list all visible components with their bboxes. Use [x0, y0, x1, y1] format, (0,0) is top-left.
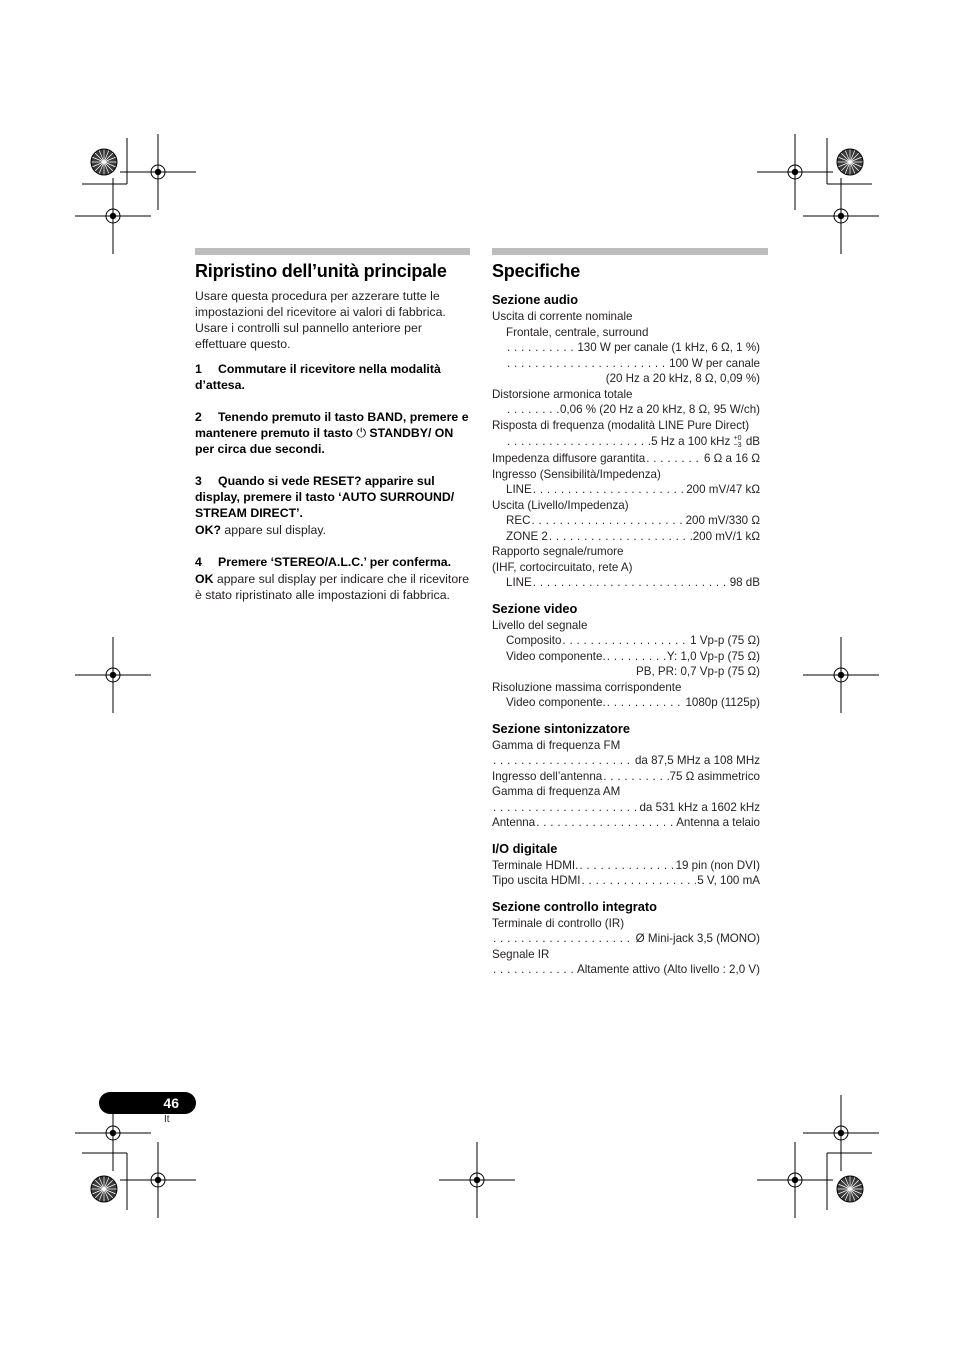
page-number: 46	[163, 1095, 179, 1111]
subsection-heading: Sezione audio	[492, 292, 579, 307]
spec-value: Altamente attivo (Alto livello : 2,0 V)	[576, 963, 760, 976]
spec-value: 75 Ω asimmetrico	[669, 769, 760, 783]
step-1	[195, 361, 470, 393]
step-heading: Tenendo premuto il tasto BAND, premere e mantenere premuto il tasto	[195, 410, 469, 440]
spec-line: Gamma di frequenza FM	[492, 738, 621, 752]
specifications-section	[492, 248, 768, 988]
step-2	[195, 409, 470, 457]
digital-io-section	[492, 841, 768, 889]
spec-line: Rapporto segnale/rumore	[492, 545, 624, 558]
spec-value: 5 Hz a 100 kHz	[651, 435, 731, 448]
spec-row	[492, 356, 760, 372]
spec-label: ZONE 2	[506, 529, 548, 543]
subsection-heading: Sezione sintonizzatore	[492, 720, 630, 736]
spec-row	[492, 633, 760, 649]
page-number-badge	[99, 1092, 196, 1114]
spec-value: 200 mV/47 kΩ	[686, 483, 760, 496]
section-rule	[492, 248, 768, 255]
subsection-heading: I/O digitale	[492, 840, 558, 856]
spec-line: (20 Hz a 20 kHz, 8 Ω, 0,09 %)	[605, 372, 760, 385]
spec-value: 6 Ω a 16 Ω	[703, 452, 760, 465]
spec-line: Uscita di corrente nominale	[492, 310, 633, 323]
spec-label: Composito	[506, 634, 562, 647]
tuner-section	[492, 721, 768, 831]
spec-row	[492, 529, 760, 545]
step-body: appare sul display.	[224, 523, 327, 537]
step-heading: Commutare il ricevitore nella modalità d’attesa.	[195, 362, 441, 392]
spec-row	[492, 695, 760, 711]
spec-value: 1080p (1125p)	[685, 696, 760, 709]
section-title: Ripristino dell’unità principale	[195, 261, 447, 281]
spec-line: Livello del segnale	[492, 618, 588, 632]
spec-line: Segnale IR	[492, 947, 550, 961]
spec-row	[492, 451, 760, 467]
spec-row	[492, 753, 760, 769]
section-rule	[195, 248, 470, 255]
step-heading: Premere ‘STEREO/A.L.C.’ per conferma.	[218, 555, 452, 569]
step-4	[195, 554, 470, 603]
step-number: 2	[195, 410, 202, 424]
power-icon: ⏻	[356, 426, 366, 440]
video-section	[492, 601, 768, 711]
step-number: 4	[195, 555, 202, 569]
spec-line: Frontale, centrale, surround	[506, 325, 649, 339]
spec-value: 200 mV/330 Ω	[685, 514, 760, 527]
spec-row	[492, 873, 760, 889]
spec-label: Tipo uscita HDMI	[492, 874, 581, 887]
spec-row	[492, 575, 760, 591]
section-title: Specifiche	[492, 261, 581, 281]
reset-section	[195, 248, 470, 612]
spec-label: Antenna	[492, 816, 536, 829]
control-section	[492, 899, 768, 978]
spec-row	[492, 340, 760, 356]
audio-section	[492, 292, 768, 591]
status-text: OK	[195, 572, 214, 586]
spec-value: Antenna a telaio	[676, 816, 760, 829]
spec-line: Ingresso (Sensibilità/Impedenza)	[492, 467, 661, 481]
spec-label: LINE	[506, 483, 532, 496]
spec-row	[492, 769, 760, 785]
spec-value: 0,06 % (20 Hz a 20 kHz, 8 Ω, 95 W/ch)	[559, 403, 760, 416]
spec-row	[492, 649, 760, 665]
step-number: 3	[195, 474, 202, 488]
spec-line: Gamma di frequenza AM	[492, 785, 621, 798]
intro-text: Usare questa procedura per azzerare tutte le impostazioni del ricevitore ai valori di fabbrica. Usare i controlli sul pannello anteriore per effettuare questo.	[195, 289, 446, 351]
spec-label: Video componente.	[506, 649, 606, 663]
spec-line: Uscita (Livello/Impedenza)	[492, 498, 629, 512]
spec-row	[492, 962, 760, 978]
spec-unit: dB	[745, 435, 760, 448]
spec-value: da 87,5 MHz a 108 MHz	[634, 754, 760, 767]
spec-label: REC	[506, 514, 531, 527]
step-number: 1	[195, 362, 202, 376]
spec-value: 1 Vp-p (75 Ω)	[690, 634, 760, 647]
spec-label: Video componente.	[506, 696, 606, 709]
language-code: It	[164, 1114, 170, 1125]
spec-line: Distorsione armonica totale	[492, 387, 633, 401]
spec-row	[492, 402, 760, 418]
step-heading: Quando si vede RESET? apparire sul display, premere il tasto ‘AUTO SURROUND/ STREAM DIRECT’.	[195, 474, 455, 520]
spec-line: PB, PR: 0,7 Vp-p (75 Ω)	[635, 665, 760, 678]
step-body: appare sul display per indicare che il ricevitore è stato ripristinato alle impostazioni di fabbrica.	[195, 572, 470, 602]
spec-value: 100 W per canale	[669, 356, 760, 370]
spec-value: Ø Mini-jack 3,5 (MONO)	[635, 932, 760, 945]
subsection-heading: Sezione controllo integrato	[492, 898, 657, 914]
spec-value: da 531 kHz a 1602 kHz	[639, 800, 760, 814]
spec-value: 19 pin (non DVI)	[675, 858, 760, 872]
spec-row	[492, 800, 760, 816]
status-text: OK?	[195, 523, 221, 537]
spec-value: 130 W per canale (1 kHz, 6 Ω, 1 %)	[577, 341, 760, 354]
step-heading-cont: STANDBY/ ON per circa due secondi.	[195, 426, 454, 456]
spec-row	[492, 433, 760, 451]
spec-row	[492, 931, 760, 947]
spec-value: 5 V, 100 mA	[697, 874, 760, 887]
spec-row	[492, 858, 760, 874]
spec-value: 98 dB	[729, 576, 760, 589]
spec-label: LINE	[506, 576, 532, 589]
spec-value: 200 mV/1 kΩ	[692, 529, 760, 543]
step-3	[195, 473, 470, 538]
spec-label: Ingresso dell’antenna	[492, 769, 603, 783]
spec-row	[492, 482, 760, 498]
tolerance-value: +0 −3	[733, 434, 742, 449]
spec-label: Impedenza diffusore garantita	[492, 452, 646, 465]
spec-line: Risoluzione massima corrispondente	[492, 680, 682, 694]
spec-row	[492, 513, 760, 529]
spec-label: Terminale HDMI.	[492, 858, 579, 872]
spec-line: Terminale di controllo (IR)	[492, 916, 625, 930]
subsection-heading: Sezione video	[492, 600, 578, 616]
spec-line: Risposta di frequenza (modalità LINE Pure Direct)	[492, 418, 750, 432]
spec-row	[492, 815, 760, 831]
spec-line: (IHF, cortocircuitato, rete A)	[492, 560, 633, 574]
spec-value: Y: 1,0 Vp-p (75 Ω)	[666, 649, 760, 663]
